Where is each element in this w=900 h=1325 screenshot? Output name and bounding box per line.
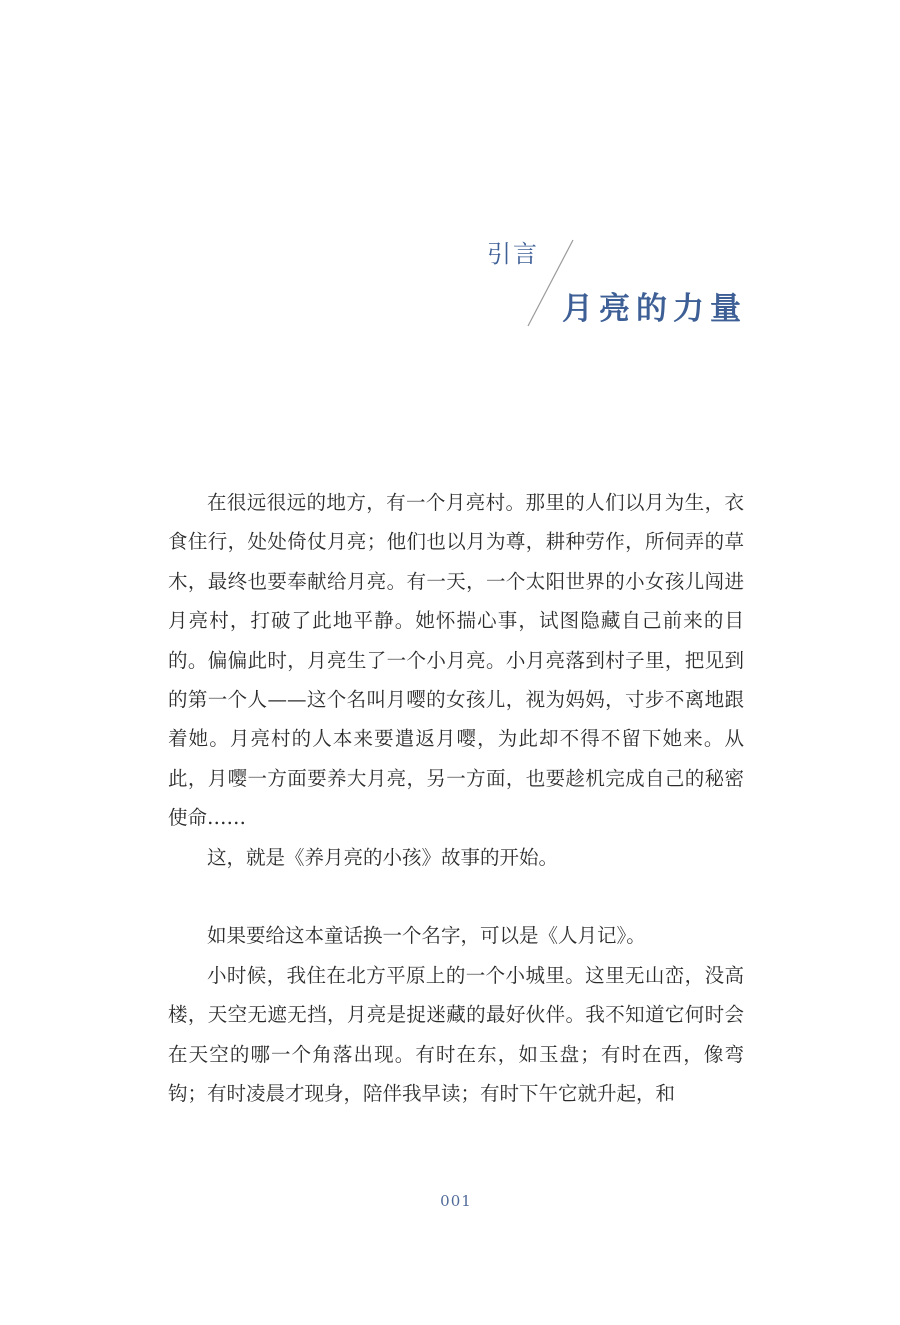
chapter-title: 月亮的力量 — [562, 291, 747, 327]
body-text — [168, 483, 744, 1113]
chapter-kicker: 引言 — [487, 240, 539, 268]
page-number: 001 — [440, 1192, 472, 1210]
paragraph-3: 如果要给这本童话换一个名字，可以是《人月记》。 — [207, 924, 646, 948]
paragraph-4: 小时候，我住在北方平原上的一个小城里。这里无山峦，没高楼，天空无遮无挡，月亮是捉迷藏的最好伙伴。我不知道它何时会在天空的哪一个角落出现。有时在东，如玉盘；有时在西，像弯钩；有时凌晨才现身，陪伴我早读；有时下午它就升起，和 — [168, 963, 744, 1106]
chapter-heading — [470, 230, 770, 340]
paragraph-2: 这，就是《养月亮的小孩》故事的开始。 — [207, 845, 559, 869]
paragraph-1: 在很远很远的地方，有一个月亮村。那里的人们以月为生，衣食住行，处处倚仗月亮；他们也以月为尊，耕种劳作，所伺弄的草木，最终也要奉献给月亮。有一天，一个太阳世界的小女孩儿闯进月亮村，打破了此地平静。她怀揣心事，试图隐藏自己前来的目的。偏偏此时，月亮生了一个小月亮。小月亮落到村子里，把见到的第一个人——这个名叫月嘤的女孩儿，视为妈妈，寸步不离地跟着她。月亮村的人本来要遣返月嘤，为此却不得不留下她来。从此，月嘤一方面要养大月亮，另一方面，也要趁机完成自己的秘密使命…… — [168, 491, 744, 830]
